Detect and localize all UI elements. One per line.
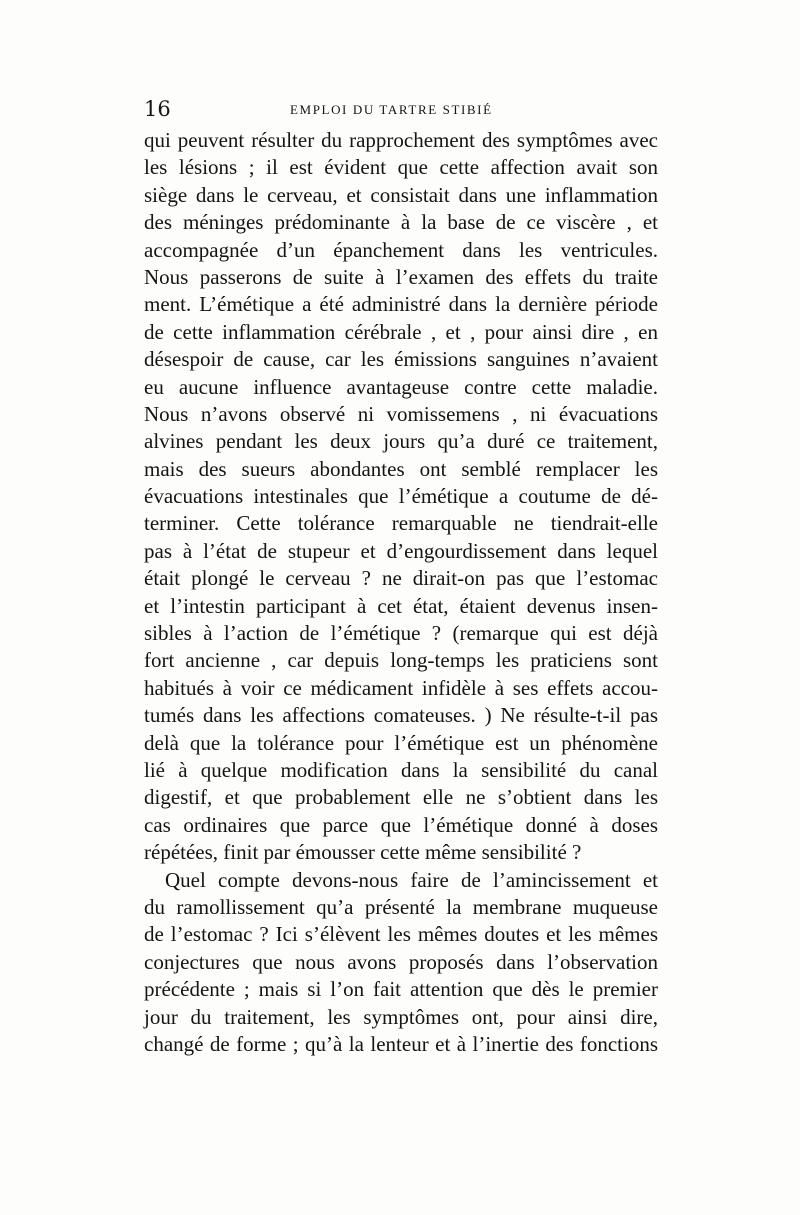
text-line: terminer. Cette tolérance remarquable ne tiendrait-elle [144, 511, 658, 536]
text-line: lié à quelque modification dans la sensibilité du canal [144, 757, 658, 782]
text-line: Nous passerons de suite à l’examen des effets du traite [144, 264, 658, 289]
text-line: siège dans le cerveau, et consistait dans une inflammation [144, 182, 658, 207]
text-line: de cette inflammation cérébrale , et , pour ainsi dire , en [144, 319, 658, 344]
text-line: ment. L’émétique a été administré dans la dernière période [144, 292, 658, 317]
text-line: précédente ; mais si l’on fait attention que dès le premier [144, 977, 658, 1002]
text-line: cas ordinaires que parce que l’émétique donné à doses [144, 812, 658, 837]
text-line: delà que la tolérance pour l’émétique est un phénomène [144, 730, 658, 755]
text-line: jour du traitement, les symptômes ont, pour ainsi dire, [144, 1004, 658, 1029]
text-line: qui peuvent résulter du rapprochement des symptômes avec [144, 128, 658, 152]
text-line: évacuations intestinales que l’émétique a coutume de dé- [144, 484, 658, 509]
text-line: répétées, finit par émousser cette même sensibilité ? [144, 840, 582, 865]
text-line: accompagnée d’un épanchement dans les ventricules. [144, 237, 658, 262]
body-text [144, 127, 658, 1058]
text-line: fort ancienne , car depuis long-temps les praticiens sont [144, 648, 658, 673]
text-line: alvines pendant les deux jours qu’a duré ce traitement, [144, 429, 658, 454]
text-line: et l’intestin participant à cet état, étaient devenus insen- [144, 593, 658, 618]
text-line: changé de forme ; qu’à la lenteur et à l’inertie des fonctions [144, 1031, 658, 1056]
text-line: du ramollissement qu’a présenté la membrane muqueuse [144, 894, 658, 919]
text-line: tumés dans les affections comateuses. ) Ne résulte-t-il pas [144, 703, 658, 728]
text-line: Quel compte devons-nous faire de l’amincissement et [165, 867, 658, 892]
text-line: désespoir de cause, car les émissions sanguines n’avaient [144, 347, 658, 372]
text-line: était plongé le cerveau ? ne dirait-on pas que l’estomac [144, 566, 658, 591]
text-line: les lésions ; il est évident que cette affection avait son [144, 155, 658, 180]
text-line: conjectures que nous avons proposés dans l’observation [144, 949, 658, 974]
running-head: EMPLOI DU TARTRE STIBIÉ [290, 102, 493, 117]
page-header [144, 97, 658, 121]
text-line: sibles à l’action de l’émétique ? (remarque qui est déjà [144, 621, 658, 646]
text-line: pas à l’état de stupeur et d’engourdissement dans lequel [144, 538, 658, 563]
text-line: des méninges prédominante à la base de ce viscère , et [144, 210, 658, 235]
text-line: eu aucune influence avantageuse contre cette maladie. [144, 374, 658, 399]
text-line: mais des sueurs abondantes ont semblé remplacer les [144, 456, 658, 481]
page-number: 16 [144, 97, 171, 121]
text-line: habitués à voir ce médicament infidèle à ses effets accou- [144, 675, 658, 700]
text-line: Nous n’avons observé ni vomissemens , ni évacuations [144, 401, 658, 426]
text-line: digestif, et que probablement elle ne s’obtient dans les [144, 785, 658, 810]
text-line: de l’estomac ? Ici s’élèvent les mêmes doutes et les mêmes [144, 922, 658, 947]
